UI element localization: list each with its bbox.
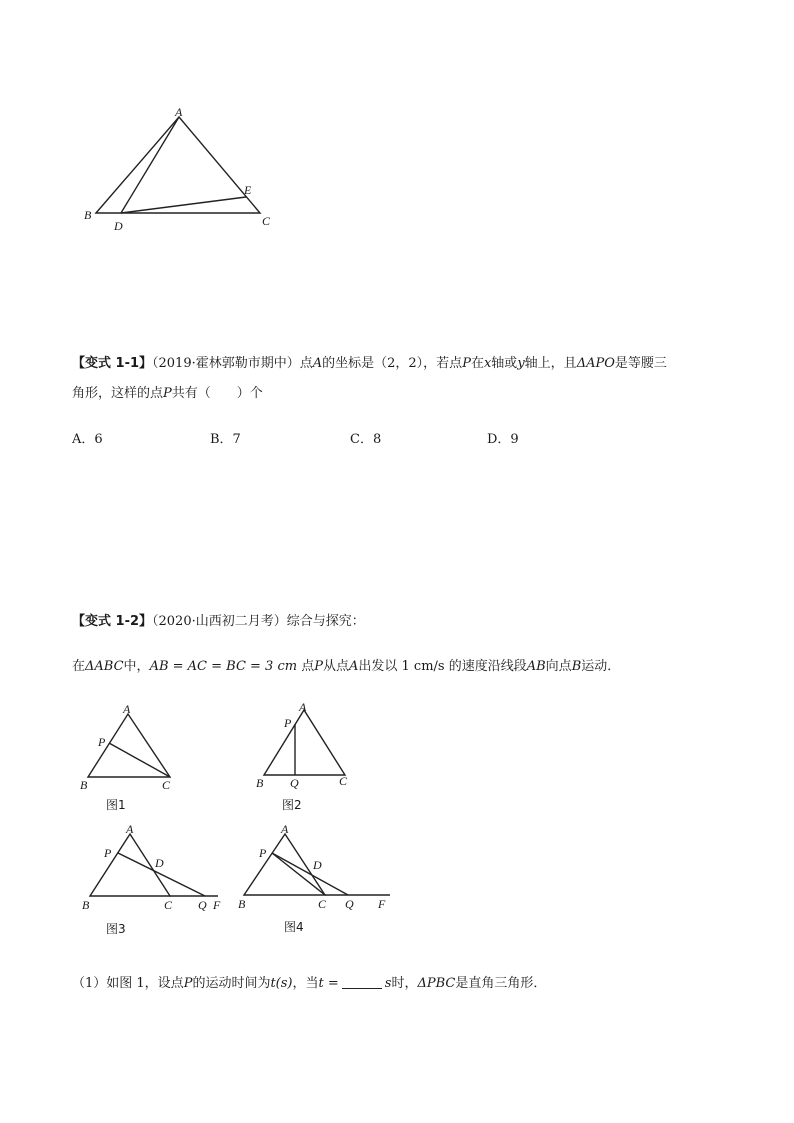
segment-ad (121, 117, 179, 213)
segment-de (121, 197, 246, 213)
option-c[interactable]: C．8 (350, 432, 382, 447)
text: 在 (470, 356, 484, 371)
option-a[interactable]: A．6 (72, 432, 103, 447)
math-a: A (312, 356, 323, 371)
text: 在 (72, 659, 86, 674)
math-y: y (517, 356, 525, 371)
figure-2: A P B Q C 图2 (252, 700, 372, 820)
text: 从点 (322, 659, 349, 674)
math-triangle-abc: ΔABC (85, 659, 124, 674)
answer-blank[interactable] (342, 974, 382, 989)
math-p: P (314, 659, 323, 674)
math-p: P (462, 356, 471, 371)
question-1-1-line1 (72, 354, 667, 374)
math-b: B (571, 659, 582, 674)
figure-caption: 图1 (106, 798, 126, 812)
text: 轴或 (491, 356, 518, 371)
segment-pq (272, 853, 348, 895)
math-s: s (384, 976, 392, 991)
figure-triangle-ade-svg (80, 105, 280, 235)
figure-3: A P D B C Q F 图3 (78, 822, 238, 942)
math-x: x (483, 356, 492, 371)
math-a: A (349, 659, 359, 674)
vertex-label-e: E (244, 183, 252, 197)
question-1-2-line1 (72, 657, 620, 677)
math-p: P (163, 386, 172, 401)
vertex-label-c: C (262, 214, 271, 228)
math-t: t(s) (270, 976, 293, 991)
math-triangle-apo: ΔAPO (576, 356, 615, 371)
question-title: 综合与探究： (286, 614, 365, 629)
question-1-1-line2 (72, 384, 263, 404)
math-equation: AB = AC = BC = 3 cm (149, 659, 298, 674)
text: 角形，这样的点 (72, 386, 164, 401)
text: 共有（ ）个 (171, 386, 263, 401)
text: 是等腰三 (614, 356, 667, 371)
question-source: （2019·霍林郭勒市期中） (152, 356, 300, 371)
segment-pc (109, 743, 170, 777)
text: 中， (123, 659, 150, 674)
triangle-abc (264, 710, 345, 775)
text: 点 (301, 659, 315, 674)
figure-caption: 图2 (282, 798, 302, 812)
figure-1-svg (78, 700, 198, 800)
figure-triangle-ade (80, 105, 280, 235)
text: 的坐标是（2，2），若点 (322, 356, 463, 371)
text: 轴上，且 (524, 356, 577, 371)
text: （1）如图 1，设点 (72, 976, 184, 991)
math-p: P (183, 976, 193, 991)
option-d[interactable]: D．9 (487, 432, 519, 447)
text: 运动． (581, 659, 621, 674)
math-ab: AB (526, 659, 546, 674)
text: 是直角三角形． (455, 976, 547, 991)
text: 出发以 1 cm/s 的速度沿线段 (358, 659, 527, 674)
figure-caption: 图3 (106, 922, 126, 936)
option-b[interactable]: B．7 (210, 432, 241, 447)
sub-question-1 (72, 974, 546, 994)
text: ，当 (292, 976, 319, 991)
vertex-label-a: A (175, 105, 183, 119)
figure-2-svg (252, 700, 372, 800)
question-tag: 【变式 1-2】 (72, 614, 153, 629)
text: 时， (391, 976, 418, 991)
text: 向点 (545, 659, 572, 674)
text: 点 (299, 356, 313, 371)
figure-caption: 图4 (284, 920, 304, 934)
math-triangle-pbc: ΔPBC (417, 976, 456, 991)
math-t-eq: t = (318, 976, 339, 991)
figure-4: A P D B C Q F 图4 (240, 822, 400, 942)
text: 的运动时间为 (192, 976, 271, 991)
figure-1: A P B C 图1 (78, 700, 198, 820)
vertex-label-d: D (114, 219, 123, 233)
vertex-label-b: B (84, 208, 92, 222)
question-source: （2020·山西初二月考） (152, 614, 287, 629)
question-tag: 【变式 1-1】 (72, 356, 153, 371)
question-1-2-heading (72, 612, 365, 632)
